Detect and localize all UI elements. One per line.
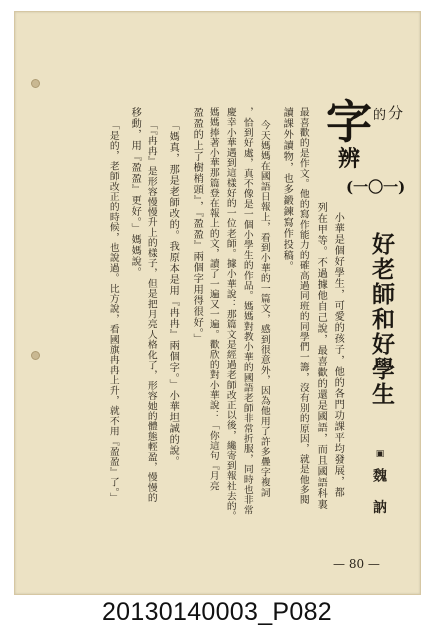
author-name: 魏 訥 [371, 468, 387, 515]
punch-hole-bottom [31, 351, 40, 360]
paragraph-line-13: 「是的，老師改正的時候，也說過。比方說，看國旗冉冉上升，就不用『盈盈』了。」 [107, 120, 119, 503]
image-caption: 20130140003_P082 [101, 598, 333, 626]
logo-de-char: 的 [373, 108, 387, 123]
paragraph-line-5: 今天媽媽在國語日報上，看到小華的一篇文，感到很意外，因為他用了許多疊字複詞 [258, 120, 270, 498]
paragraph-line-12: 移動，用『盈盈』更好。」媽媽說。 [129, 107, 141, 278]
author-marker: ▣ [375, 449, 385, 460]
document-page [14, 11, 421, 595]
logo-bian-char: 辨 [338, 146, 361, 172]
paragraph-line-3: 最喜歡的是作文。他的寫作能力的確高過同班的同學們一籌，沒有別的原因，就是他多閱 [297, 107, 309, 505]
paragraph-line-11: 「『冉冉』是形容慢慢升上的樣子，但是把月亮人格化了，形容她的體態輕盈，慢慢的 [145, 120, 157, 503]
paragraph-line-8: 媽媽捧著小華那篇登在報上的文，讀了一遍又一遍。歡欣的對小華說：「你這句『月亮 [207, 107, 219, 491]
paragraph-line-10: 「媽真，那是老師改的。我原本是用『冉冉』兩個字。」小華坦誠的說。 [167, 120, 179, 467]
paragraph-line-1: 小華是個好學生，可愛的孩子，他的各門功課平均發展，都 [332, 212, 344, 498]
page-number: — 80 — [333, 557, 380, 571]
paragraph-line-2: 列在甲等。不過據他自己說，最喜歡的還是國語，而且國語科裏 [315, 202, 327, 510]
paragraph-line-7: 慶幸小華遇到這樣好的一位老師。據小華說：那篇文是經過老師改正以後，纔寄到報社去的。 [224, 107, 236, 522]
logo-series-number: (一〇一) [346, 178, 406, 196]
article-title: 好老師和好學生 [368, 232, 395, 407]
logo-main-char: 字 [326, 95, 372, 149]
paragraph-line-6: ，恰到好處，真不像是一個小學生的作品。媽媽對教小華的國語老師非常折服，同時也非常 [241, 107, 253, 515]
paragraph-line-4: 讀課外讀物，也多鍛鍊寫作投稿。 [281, 107, 293, 272]
logo-fen-char: 分 [388, 104, 404, 122]
punch-hole-top [31, 79, 40, 88]
paragraph-line-9: 盈盈的上了樹梢頭』，『盈盈』兩個字用得很好。」 [191, 107, 203, 345]
